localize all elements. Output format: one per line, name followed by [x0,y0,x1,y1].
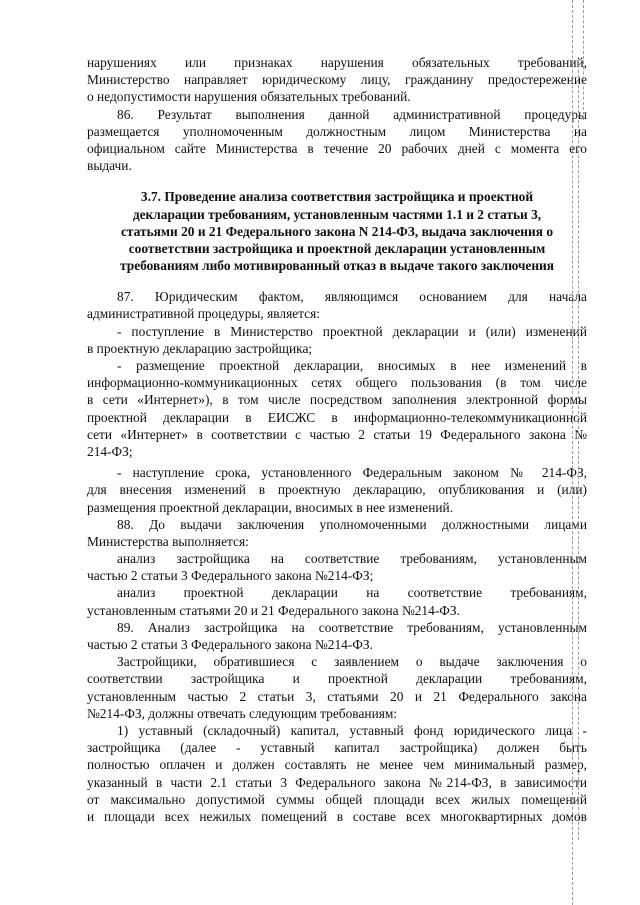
text-line: размещения проектной декларации, вносимых в нее изменений. [87,499,454,515]
heading-line: соответствии застройщика и проектной декларации установленным [128,240,546,256]
text-line: 214-ФЗ; [87,443,133,459]
text-line: 89. Анализ застройщика на соответствие требованиям, установленным [117,619,587,635]
text-line: - размещение проектной декларации, вносимых в нее изменений в [117,358,587,373]
text-line: установленным статьями 20 и 21 Федерального закона №214-ФЗ. [87,602,460,618]
paragraph-89 [87,619,587,653]
scan-artifact-line [578,60,579,840]
text-line: соответствии застройщика и проектной декларации требованиям, [87,671,587,687]
heading-line: статьями 20 и 21 Федерального закона N 214-ФЗ, выдача заключения о [120,223,554,239]
list-item-87-1 [87,323,587,357]
heading-line: требованиям либо мотивированный отказ в выдаче такого заключения [120,258,554,274]
text-line: выдачи. [87,158,132,174]
paragraph-developers [87,653,587,722]
text-line: от максимально допустимой суммы общей площади всех жилых помещений [87,791,587,807]
list-item-87-2 [87,357,587,460]
text-line: установленным частью 2 статьи 3, статьями 20 и 21 Федерального закона [87,688,587,704]
text-line: полностью оплачен и должен составлять не менее чем минимальный размер, [87,757,587,773]
heading-line: декларации требованиям, установленным частями 1.1 и 2 статьи 3, [132,206,542,222]
list-item-capital [87,722,587,825]
text-line: частью 2 статьи 3 Федерального закона №214-ФЗ; [87,568,374,584]
text-line: анализ застройщика на соответствие требованиям, установленным [117,551,587,567]
text-line: информационно-коммуникационных сетях общего пользования (в том числе [87,375,587,391]
text-line: официальном сайте Министерства в течение 20 рабочих дней с момента его [87,140,587,156]
text-line: сети «Интернет» в соответствии с частью 2 статьи 19 Федерального закона № [87,426,587,442]
text-line: указанный в части 2.1 статьи 3 Федерального закона №214-ФЗ, в зависимости [87,774,587,790]
text-line: Министерство направляет юридическому лицу, гражданину предостережение [87,72,587,88]
text-line: 86. Результат выполнения данной административной процедуры [117,106,587,122]
text-line: о недопустимости нарушения обязательных требований. [87,89,411,105]
text-line: анализ проектной декларации на соответствие требованиям, [117,585,587,601]
text-line: 88. До выдачи заключения уполномоченными должностными лицами [117,516,587,532]
paragraph-87 [87,288,587,322]
text-line: нарушениях или признаках нарушения обязательных требований, [87,55,587,70]
document-page [87,54,587,825]
text-line: 87. Юридическим фактом, являющимся основанием для начала [117,289,587,305]
section-heading [87,188,587,274]
text-line: застройщика (далее - уставный капитал застройщика) должен быть [87,740,587,756]
text-line: размещается уполномоченным должностным лицом Министерства на [87,123,587,139]
scan-artifact-line [583,0,584,120]
list-item-88-1 [87,550,587,584]
list-item-88-2 [87,584,587,618]
text-line: в сети «Интернет»), в том числе посредством заполнения электронной формы [87,392,587,408]
text-line: 1) уставный (складочный) капитал, уставный фонд юридического лица - [117,722,587,738]
list-item-87-3 [87,464,587,516]
paragraph-86 [87,106,587,175]
paragraph-intro [87,54,587,106]
text-line: Застройщики, обратившиеся с заявлением о выдаче заключения о [117,654,587,670]
text-line: административной процедуры, является: [87,306,321,322]
text-line: - наступление срока, установленного Федеральным законом № 214-ФЗ, [117,465,587,481]
paragraph-88 [87,516,587,550]
text-line: для внесения изменений в проектную декларацию, опубликования и (или) [87,482,587,498]
text-line: Министерства выполняется: [87,533,249,549]
heading-line: 3.7. Проведение анализа соответствия застройщика и проектной [140,189,534,205]
text-line: - поступление в Министерство проектной декларации и (или) изменений [117,323,587,339]
text-line: частью 2 статьи 3 Федерального закона №214-ФЗ. [87,637,373,652]
text-line: №214-ФЗ, должны отвечать следующим требованиям: [87,705,398,721]
text-line: проектной декларации в ЕИСЖС в информационно-телекоммуникационной [87,409,587,425]
text-line: и площади всех нежилых помещений в составе всех многоквартирных домов [87,808,587,824]
scan-artifact-line [572,0,573,905]
text-line: в проектную декларацию застройщика; [87,340,313,356]
